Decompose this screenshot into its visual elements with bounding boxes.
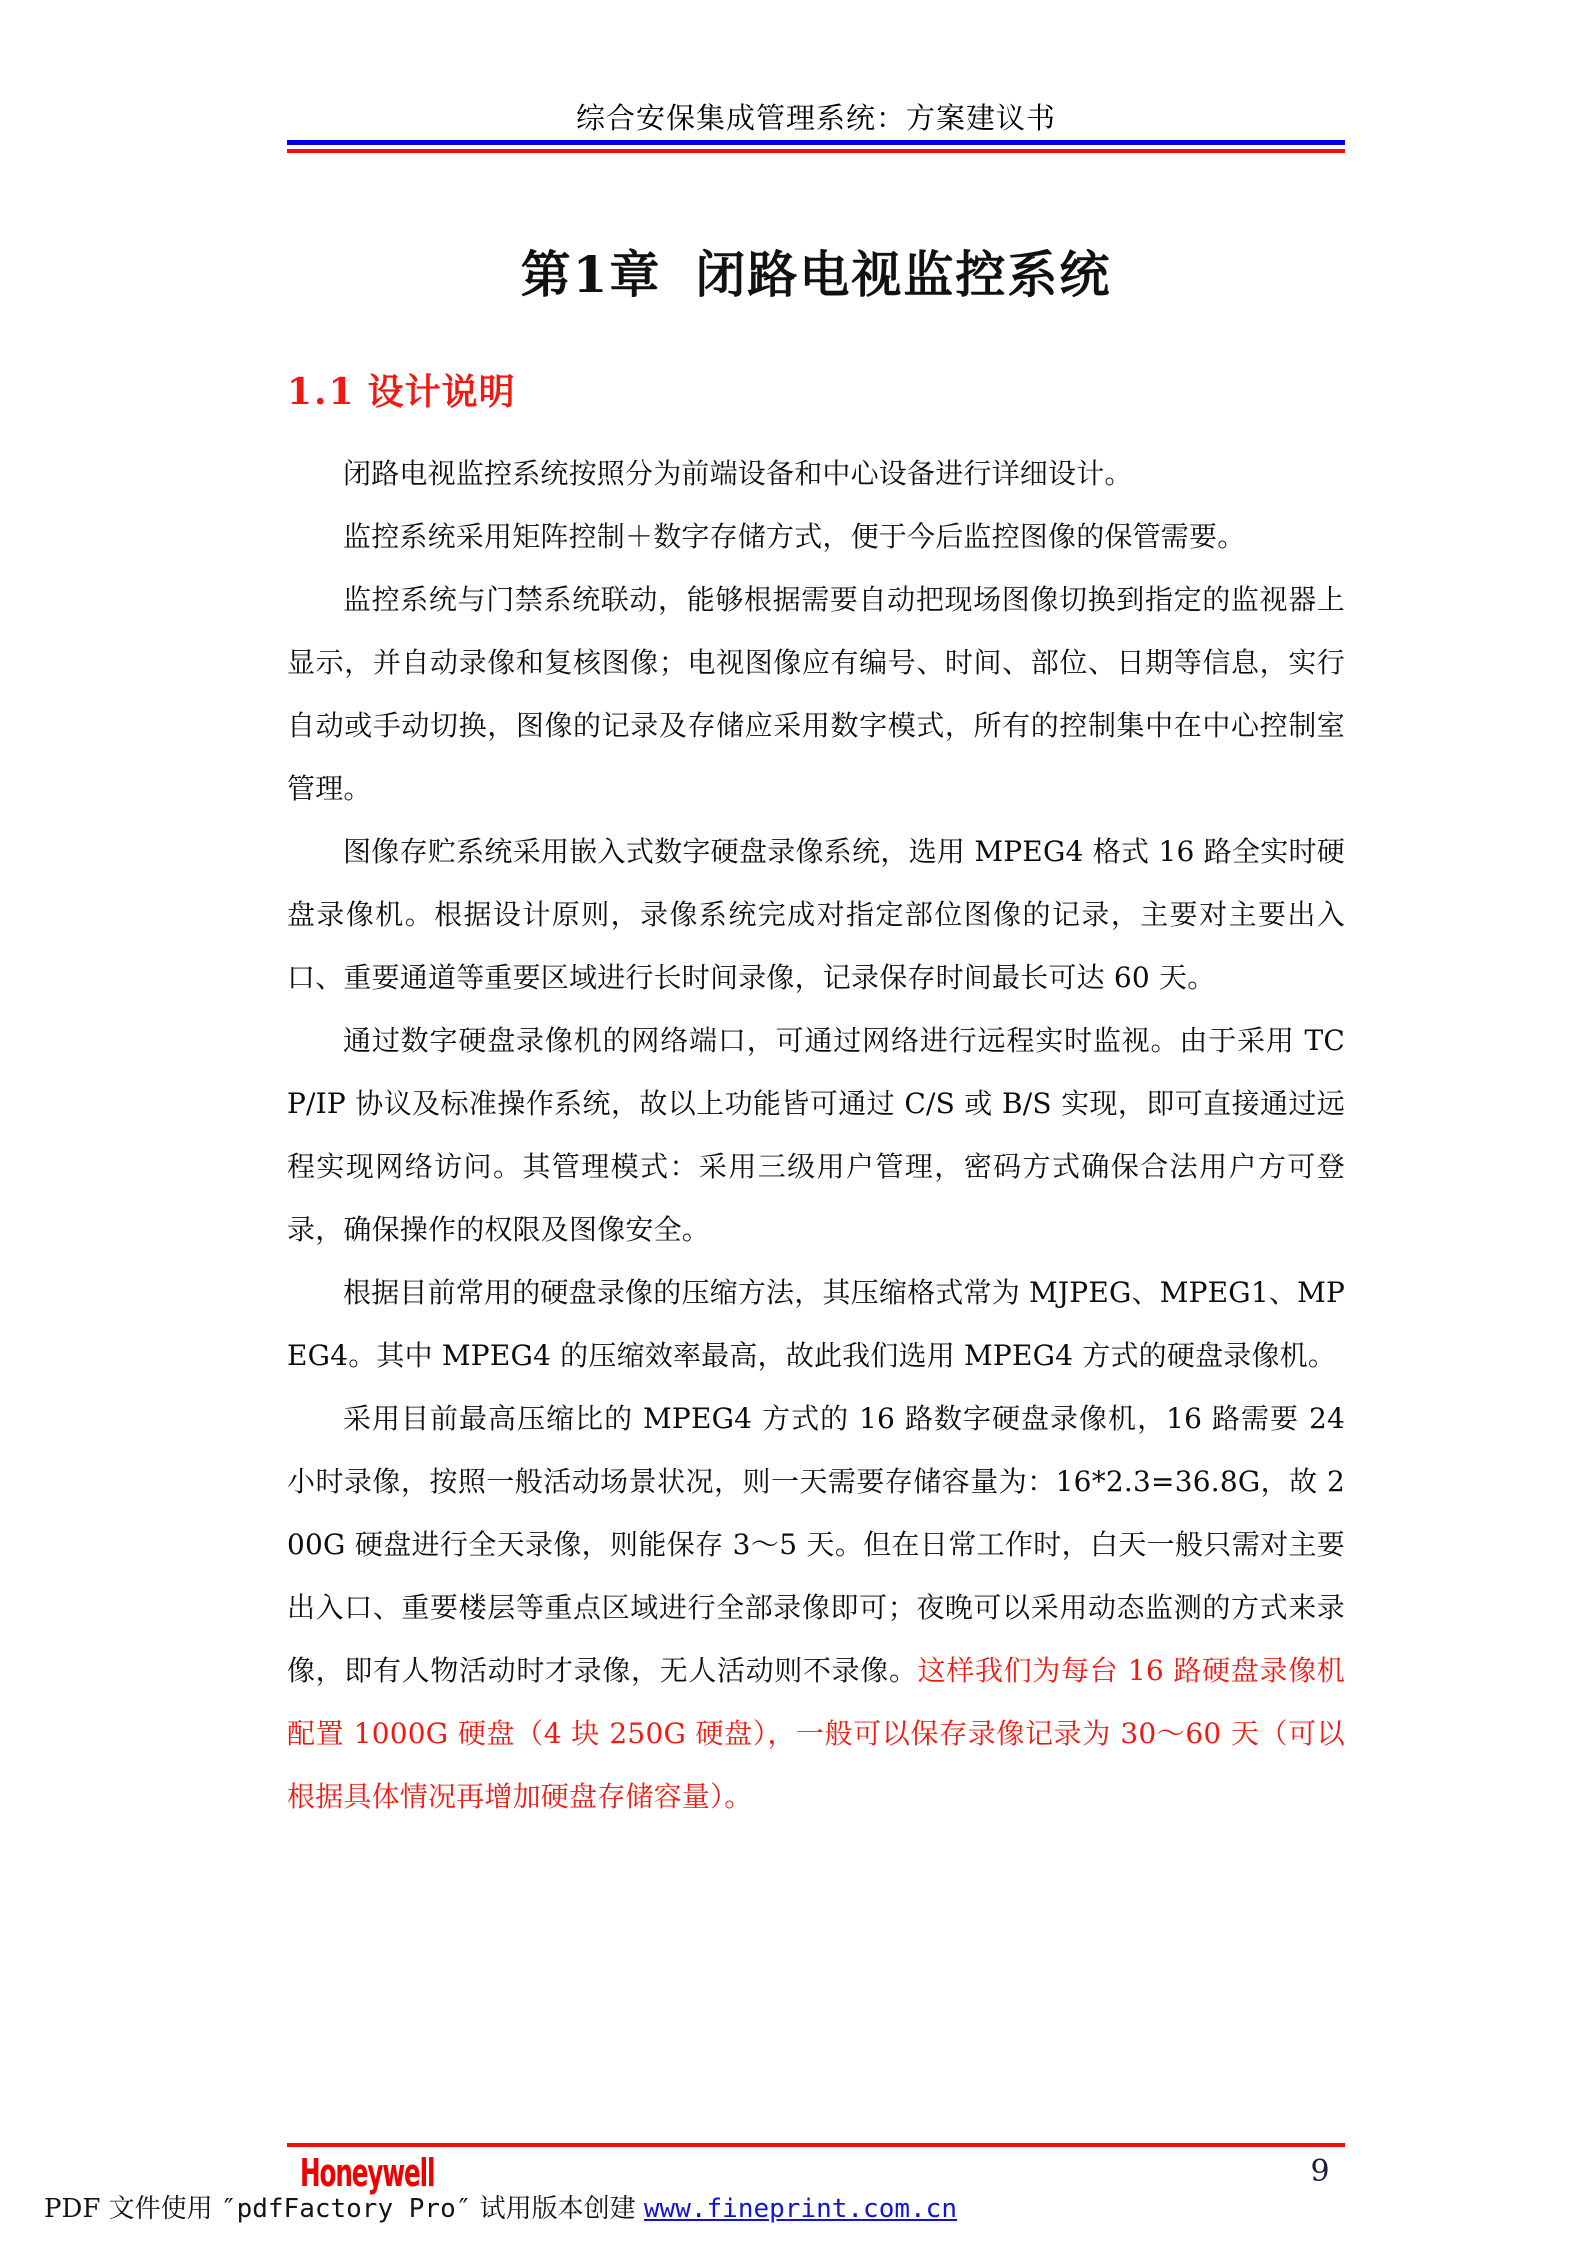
watermark-prefix: PDF 文件使用 — [44, 2194, 221, 2224]
header-title: 综合安保集成管理系统：方案建议书 — [575, 101, 1056, 135]
paragraph-3: 监控系统与门禁系统联动，能够根据需要自动把现场图像切换到指定的监视器上显示，并自动录像和复核图像；电视图像应有编号、时间、部位、日期等信息，实行自动或手动切换，图像的记录及存储应采用数字模式，所有的控制集中在中心控制室管理。 — [287, 583, 1345, 805]
pdffactory-watermark — [44, 2192, 957, 2226]
page-content — [287, 160, 1345, 1828]
section-title: 设计说明 — [367, 371, 516, 413]
watermark-url-link[interactable]: www.fineprint.com.cn — [643, 2194, 957, 2224]
paragraph-4: 图像存贮系统采用嵌入式数字硬盘录像系统，选用 MPEG4 格式 16 路全实时硬盘录像机。根据设计原则，录像系统完成对指定部位图像的记录，主要对主要出入口、重要通道等重要区域进行长时间录像，记录保存时间最长可达 60 天。 — [287, 835, 1345, 994]
chapter-title — [287, 244, 1345, 306]
paragraph-7-red-run: 这样我们为每台 16 路硬盘录像机配置 1000G 硬盘（4 块 250G 硬盘），一般可以保存录像记录为 30～60 天（可以根据具体情况再增加硬盘存储容量）。 — [287, 1654, 1345, 1813]
watermark-product: ″pdfFactory Pro″ — [220, 2194, 472, 2224]
paragraph-7 — [287, 1387, 1345, 1828]
page-header — [0, 0, 1587, 160]
chapter-number: 第1章 — [520, 245, 662, 304]
paragraph-5: 通过数字硬盘录像机的网络端口，可通过网络进行远程实时监视。由于采用 TCP/IP 协议及标准操作系统，故以上功能皆可通过 C/S 或 B/S 实现，即可直接通过远程实现网络访问。其管理模式：采用三级用户管理，密码方式确保合法用户方可登录，确保操作的权限及图像安全。 — [287, 1024, 1345, 1246]
page-number: 9 — [1310, 2154, 1330, 2189]
paragraph-1: 闭路电视监控系统按照分为前端设备和中心设备进行详细设计。 — [343, 457, 1133, 490]
section-number: 1.1 — [287, 371, 356, 413]
header-rule-red — [287, 149, 1345, 153]
body-text-block — [287, 442, 1345, 1828]
section-heading — [287, 368, 1345, 416]
chapter-title-text: 闭路电视监控系统 — [695, 245, 1112, 304]
honeywell-logo: Honeywell — [300, 2151, 435, 2195]
paragraph-6: 根据目前常用的硬盘录像的压缩方法，其压缩格式常为 MJPEG、MPEG1、MPEG4。其中 MPEG4 的压缩效率最高，故此我们选用 MPEG4 方式的硬盘录像机。 — [287, 1276, 1345, 1372]
paragraph-7-black-run: 采用目前最高压缩比的 MPEG4 方式的 16 路数字硬盘录像机，16 路需要 24 小时录像，按照一般活动场景状况，则一天需要存储容量为：16*2.3=36.8G，故 200G 硬盘进行全天录像，则能保存 3～5 天。但在日常工作时，白天一般只需对主要出入口、重要楼层等重点区域进行全部录像即可；夜晚可以采用动态监测的方式来录像，即有人物活动时才录像，无人活动则不录像。 — [287, 1402, 1345, 1687]
footer-rule — [287, 2143, 1345, 2147]
watermark-middle: 试用版本创建 — [471, 2194, 644, 2224]
paragraph-2: 监控系统采用矩阵控制＋数字存储方式，便于今后监控图像的保管需要。 — [343, 520, 1246, 553]
header-rule-blue — [287, 140, 1345, 145]
